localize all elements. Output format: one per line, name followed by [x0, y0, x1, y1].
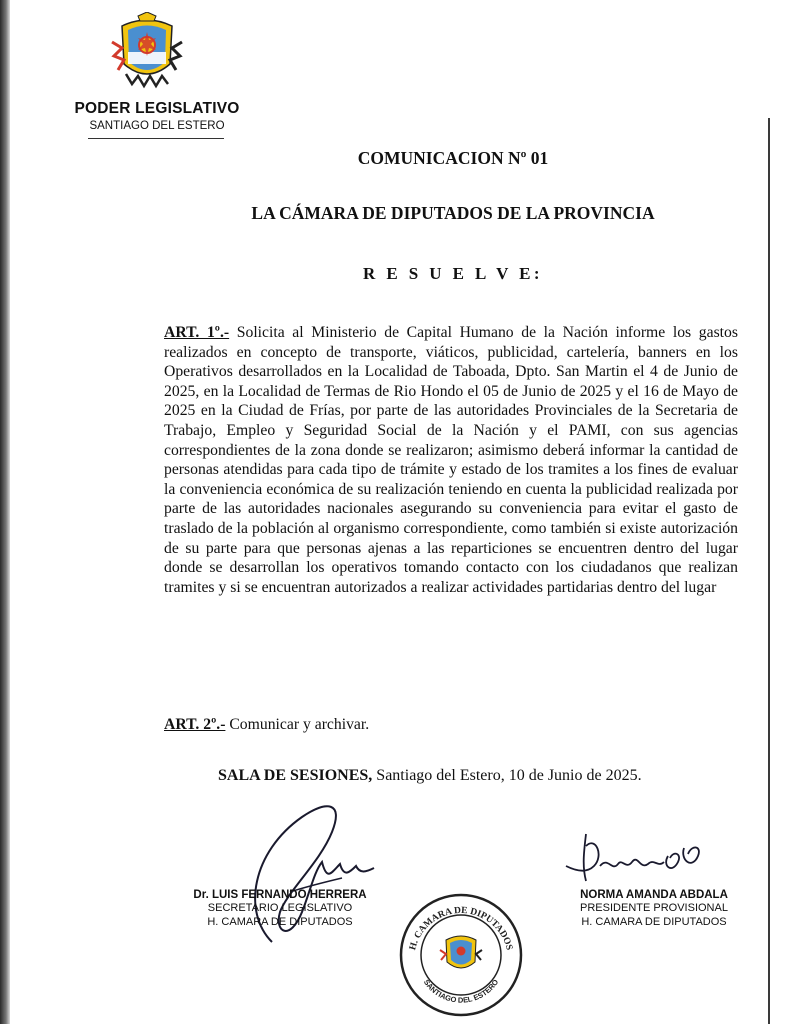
article-label: ART. 2º.-: [164, 716, 226, 733]
article-2: [164, 715, 738, 735]
article-1: [164, 323, 738, 597]
signature-left-icon: [232, 792, 382, 957]
coat-of-arms-icon: [108, 12, 186, 94]
signatory-name: NORMA AMANDA ABDALA: [580, 889, 728, 901]
org-name: PODER LEGISLATIVO: [74, 100, 240, 117]
signatory-name: Dr. LUIS FERNANDO HERRERA: [193, 889, 367, 901]
signatory-role: SECRETARIO LEGISLATIVO: [207, 902, 353, 914]
signatory-role: PRESIDENTE PROVISIONAL: [580, 902, 728, 914]
header-divider: [88, 138, 224, 139]
scan-edge-shadow: [0, 0, 10, 1024]
org-location: SANTIAGO DEL ESTERO: [89, 120, 225, 132]
signatory-body: H. CAMARA DE DIPUTADOS: [581, 916, 727, 928]
svg-text:SANTIAGO DEL ESTERO: [422, 978, 501, 1005]
seal-text-bottom: SANTIAGO DEL ESTERO: [421, 977, 501, 1005]
official-seal-icon: [396, 890, 526, 1020]
signatory-right: [564, 889, 744, 929]
closing-line: [218, 767, 642, 785]
signatory-body: H. CAMARA DE DIPUTADOS: [207, 916, 353, 928]
article-label: ART. 1º.-: [164, 324, 230, 341]
scan-edge-right: [768, 118, 770, 1024]
seal-text-top: H. CAMARA DE DIPUTADOS: [408, 905, 514, 952]
closing-place-date: Santiago del Estero, 10 de Junio de 2025.: [372, 767, 642, 784]
document-title: COMUNICACION Nº 01: [357, 148, 549, 168]
closing-label: SALA DE SESIONES,: [218, 767, 373, 784]
article-text: Solicita al Ministerio de Capital Humano de la Nación informe los gastos realizados en concepto de transporte, viáticos, publicidad, cartelería, banners en los Operativos desarrollados en la Localidad de Taboada, Dpto. San Martin el 4 de Junio de 2025, en la Localidad de Termas de Rio Hondo el 05 de Junio de 2025 y el 16 de Mayo de 2025 en la Ciudad de Frías, por parte de las autoridades Provinciales de la Secretaria de Trabajo, Empleo y Seguridad Social de la Nación y el PAMI, con sus agencias correspondientes de la zona donde se realizaron; asimismo deberá informar la cantidad de personas atendidas para cada tipo de trámite y estado de los tramites a los fines de evaluar la conveniencia económica de su realización teniendo en cuenta la publicidad realizada por parte de las autoridades nacionales asegurando su conveniencia para evitar el gasto de traslado de la población al organismo correspondiente, como también si existe autorización de su parte para que personas ajenas a las reparticiones se encuentren dentro del lugar donde se desarrollan los operativos tomando contacto con los ciudadanos que realizan tramites y si se encuentran autorizados a realizar actividades partidarias dentro del lugar: [164, 324, 738, 596]
chamber-heading: LA CÁMARA DE DIPUTADOS DE LA PROVINCIA: [251, 203, 655, 223]
resolution-heading: R E S U E L V E:: [363, 264, 543, 283]
signature-right-icon: [556, 826, 716, 896]
signatory-left: [168, 889, 392, 929]
article-text: Comunicar y archivar.: [225, 716, 370, 733]
